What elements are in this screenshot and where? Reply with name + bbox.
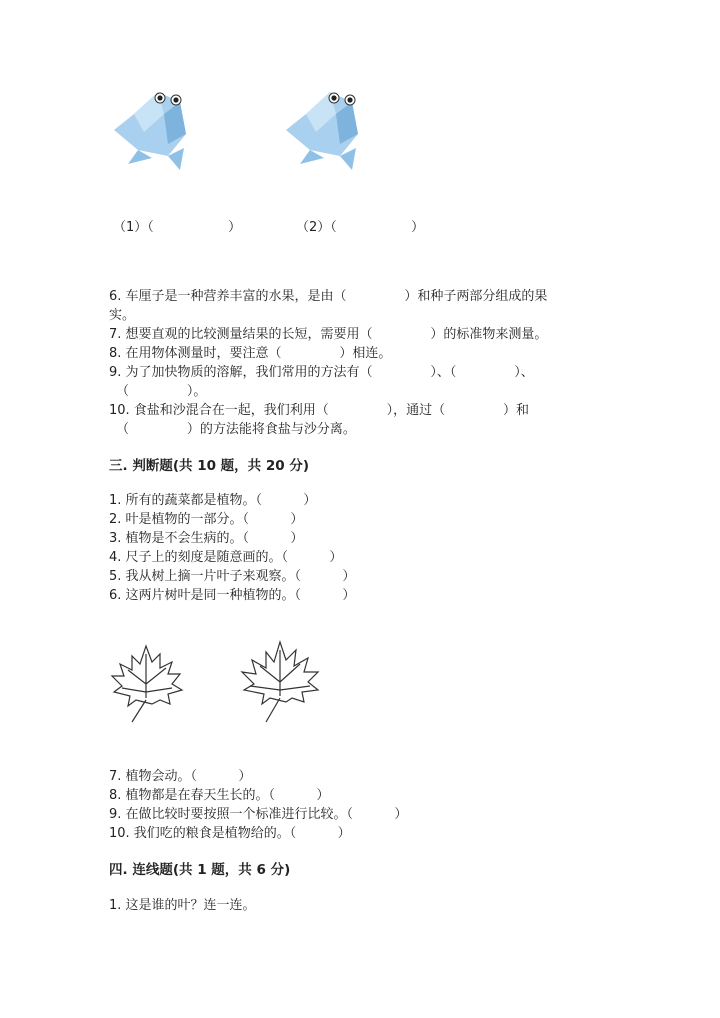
- frog-label-2: （2）（ ）: [296, 220, 425, 235]
- question-10-line-1: 10. 食盐和沙混合在一起，我们利用（ ），通过（ ）和: [109, 403, 530, 418]
- question-9-line-1: 9. 为了加快物质的溶解，我们常用的方法有（ ）、（ ）、: [109, 365, 534, 380]
- question-7: 7. 想要直观的比较测量结果的长短，需要用（ ）的标准物来测量。: [109, 327, 548, 342]
- judge-item-6: 6. 这两片树叶是同一种植物的。（ ）: [109, 588, 356, 603]
- judge-item-8: 8. 植物都是在春天生长的。（ ）: [109, 788, 330, 803]
- judge-item-7: 7. 植物会动。（ ）: [109, 769, 252, 784]
- maple-leaf-image-2: [238, 640, 322, 724]
- question-6-line-2: 实。: [109, 308, 136, 323]
- judge-item-9: 9. 在做比较时要按照一个标准进行比较。（ ）: [109, 807, 408, 822]
- judge-item-5: 5. 我从树上摘一片叶子来观察。（ ）: [109, 569, 356, 584]
- judge-item-3: 3. 植物是不会生病的。（ ）: [109, 531, 304, 546]
- judge-item-1: 1. 所有的蔬菜都是植物。（ ）: [109, 493, 317, 508]
- judge-item-4: 4. 尺子上的刻度是随意画的。（ ）: [109, 550, 343, 565]
- maple-leaf-image-1: [106, 640, 190, 724]
- section-3-title: 三. 判断题(共 10 题，共 20 分): [109, 458, 310, 474]
- origami-frog-image-1: [108, 84, 198, 174]
- question-9-line-2: （ ）。: [116, 384, 207, 399]
- question-8: 8. 在用物体测量时，要注意（ ）相连。: [109, 346, 392, 361]
- matching-question-1: 1. 这是谁的叶？连一连。: [109, 898, 256, 913]
- question-10-line-2: （ ）的方法能将食盐与沙分离。: [116, 422, 356, 437]
- origami-frog-image-2: [280, 84, 370, 174]
- judge-item-10: 10. 我们吃的粮食是植物给的。（ ）: [109, 826, 351, 841]
- judge-item-2: 2. 叶是植物的一部分。（ ）: [109, 512, 304, 527]
- frog-label-1: （1）（ ）: [113, 220, 242, 235]
- section-4-title: 四. 连线题(共 1 题，共 6 分): [109, 862, 291, 878]
- question-6-line-1: 6. 车厘子是一种营养丰富的水果，是由（ ）和种子两部分组成的果: [109, 289, 548, 304]
